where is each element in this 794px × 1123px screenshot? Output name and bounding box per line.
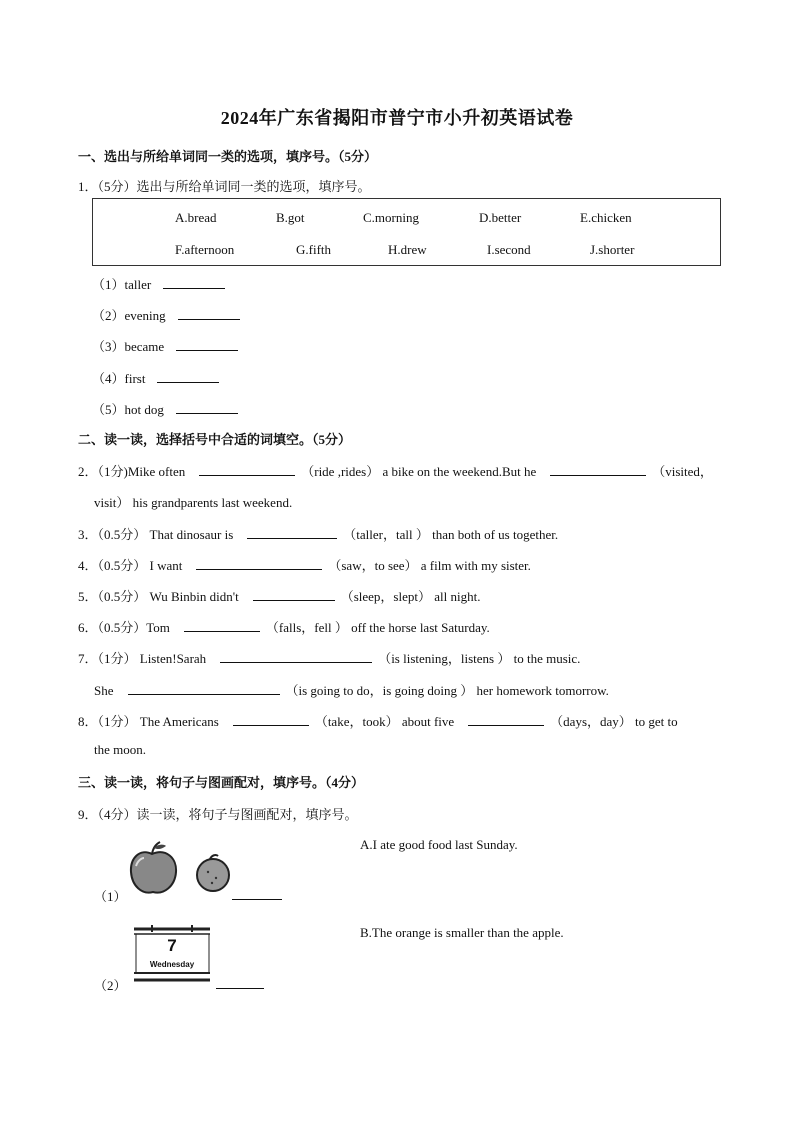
apple-icon: [131, 842, 176, 893]
calendar-image: [132, 924, 212, 984]
option-b: B.got: [276, 210, 305, 225]
item-2: [92, 305, 240, 324]
q4-text: 4．（0.5分） I want: [78, 558, 183, 573]
option-e: E.chicken: [580, 210, 632, 225]
apple-orange-image: [126, 840, 234, 898]
option-f: F.afternoon: [175, 242, 235, 257]
question-3: [78, 524, 558, 543]
answer-blank[interactable]: [233, 713, 309, 726]
section-1-heading: 一、选出与所给单词同一类的选项，填序号。（5分）: [78, 149, 378, 164]
item-1-label: （1）taller: [92, 277, 152, 292]
page-title: 2024年广东省揭阳市普宁市小升初英语试卷: [220, 108, 574, 128]
item-5: [92, 399, 238, 418]
q7-text: （is going to do，is going doing ） her homework tomorrow.: [285, 683, 609, 698]
item-3-label: （3）became: [92, 339, 165, 354]
item-1: [92, 274, 225, 293]
question-2-line-1: [78, 461, 713, 480]
answer-blank[interactable]: [468, 713, 544, 726]
answer-blank[interactable]: [199, 463, 295, 476]
option-a-sentence: A.I ate good food last Sunday.: [360, 837, 518, 852]
answer-blank[interactable]: [176, 401, 238, 414]
q7-text: （is listening，listens ） to the music.: [378, 651, 581, 666]
item-2-label: （2）evening: [92, 308, 166, 323]
option-h: H.drew: [388, 242, 427, 257]
option-a: A.bread: [175, 210, 217, 225]
answer-blank[interactable]: [157, 370, 219, 383]
question-4: [78, 555, 531, 574]
q2-text: 2．（1分)Mike often: [78, 464, 186, 479]
q7-text: 7．（1分） Listen!Sarah: [78, 651, 207, 666]
answer-blank[interactable]: [178, 307, 240, 320]
question-9: 9．（4分）读一读，将句子与图画配对，填序号。: [78, 807, 358, 822]
answer-blank[interactable]: [247, 526, 337, 539]
answer-blank[interactable]: [196, 557, 322, 570]
q3-text: 3．（0.5分） That dinosaur is: [78, 527, 234, 542]
q7-text: She: [94, 683, 114, 698]
question-2-line-2: visit） his grandparents last weekend.: [94, 495, 293, 510]
q2-text: （visited，: [652, 464, 713, 479]
answer-blank[interactable]: [220, 650, 372, 663]
options-box: [92, 198, 721, 266]
q2-text: （ride ,rides） a bike on the weekend.But he: [301, 464, 537, 479]
q5-text: 5．（0.5分） Wu Binbin didn't: [78, 589, 239, 604]
answer-blank[interactable]: [163, 276, 225, 289]
q5-text: （sleep，slept） all night.: [340, 589, 481, 604]
q3-text: （taller，tall ） than both of us together.: [343, 527, 559, 542]
calendar-day: 7: [167, 936, 177, 955]
option-g: G.fifth: [296, 242, 332, 257]
question-5: [78, 586, 480, 605]
option-b-sentence: B.The orange is smaller than the apple.: [360, 925, 564, 940]
option-i: I.second: [487, 242, 531, 257]
answer-blank[interactable]: [128, 682, 280, 695]
item-1-number: （1）: [94, 889, 127, 904]
question-7-line-2: [94, 680, 609, 699]
question-6: [78, 617, 490, 636]
q8-text: （take，took） about five: [314, 714, 455, 729]
section-3-heading: 三、读一读，将句子与图画配对，填序号。（4分）: [78, 775, 365, 790]
item-3: [92, 336, 238, 355]
question-8-line-2: the moon.: [94, 742, 146, 757]
calendar-weekday: Wednesday: [149, 960, 195, 969]
item-4: [92, 368, 219, 387]
q6-text: （falls，fell ） off the horse last Saturday.: [265, 620, 490, 635]
option-c: C.morning: [363, 210, 419, 225]
answer-blank[interactable]: [184, 619, 260, 632]
item-2-number: （2）: [94, 978, 127, 993]
option-d: D.better: [479, 210, 522, 225]
answer-blank[interactable]: [253, 588, 335, 601]
question-7-line-1: [78, 648, 580, 667]
answer-blank[interactable]: [216, 976, 264, 989]
q4-text: （saw，to see） a film with my sister.: [328, 558, 531, 573]
answer-blank[interactable]: [232, 887, 282, 900]
answer-blank[interactable]: [176, 338, 238, 351]
option-j: J.shorter: [590, 242, 635, 257]
q8-text: （days，day） to get to: [550, 714, 678, 729]
section-2-heading: 二、读一读，选择括号中合适的词填空。（5分）: [78, 432, 352, 447]
question-8-line-1: [78, 711, 678, 730]
item-4-label: （4）first: [92, 371, 146, 386]
q6-text: 6．（0.5分）Tom: [78, 620, 170, 635]
q8-text: 8．（1分） The Americans: [78, 714, 219, 729]
item-5-label: （5）hot dog: [92, 402, 164, 417]
orange-icon: [197, 855, 229, 891]
question-1: 1．（5分）选出与所给单词同一类的选项，填序号。: [78, 179, 371, 194]
answer-blank[interactable]: [550, 463, 646, 476]
